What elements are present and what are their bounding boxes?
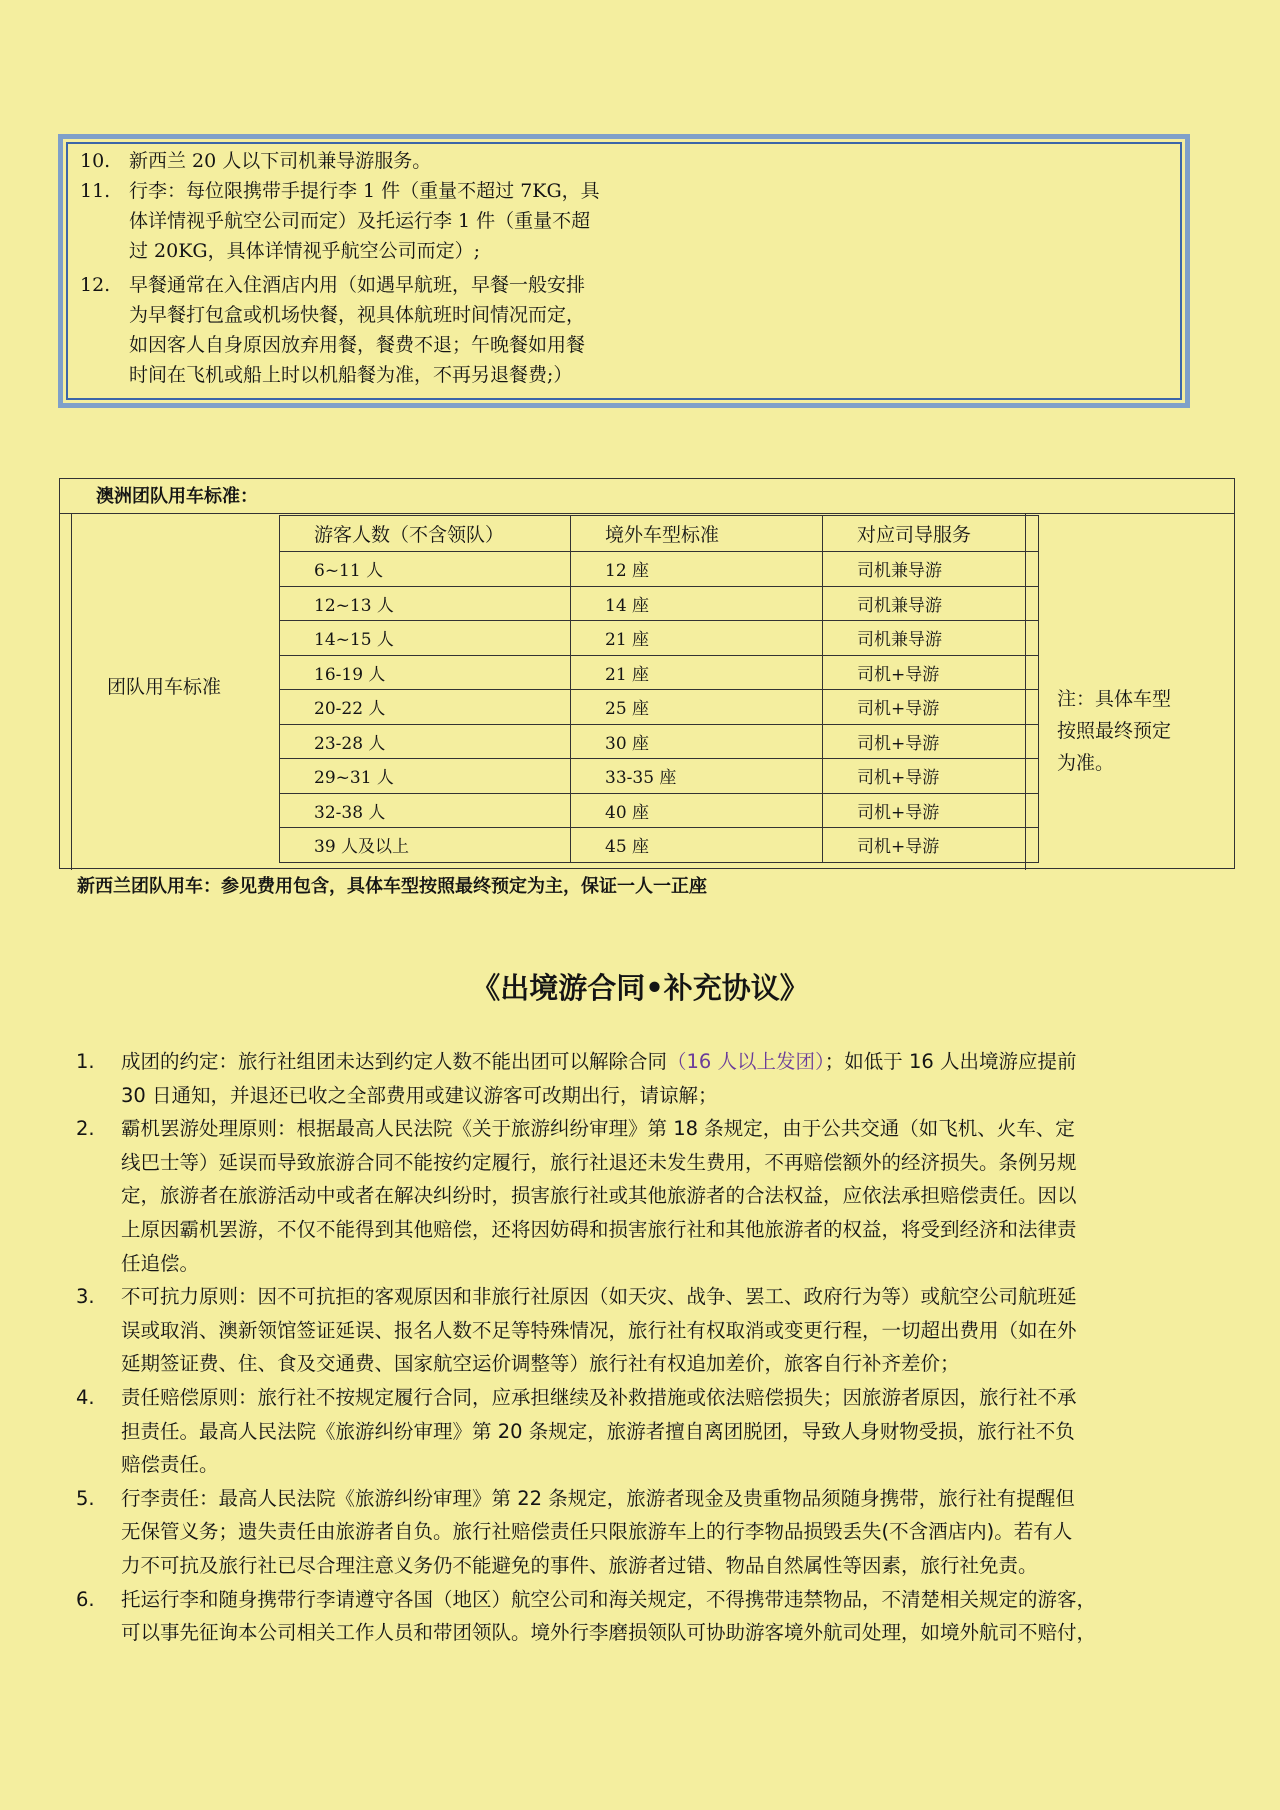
table-cell: 司机兼导游 — [823, 621, 1039, 656]
header-cell: 游客人数（不含领队） — [280, 516, 571, 552]
clause-line: 赔偿责任。 — [121, 1453, 219, 1477]
header-cell: 对应司导服务 — [823, 516, 1039, 552]
vehicle-table-caption: 澳洲团队用车标准： — [96, 486, 258, 507]
note-line: 为准。 — [1057, 752, 1115, 774]
table-row — [280, 690, 1039, 725]
note-line: 行李：每位限携带手提行李 1 件（重量不超过 7KG，具 — [129, 180, 600, 202]
table-row — [280, 621, 1039, 656]
clause-number: 4. — [76, 1385, 95, 1409]
clause-line: 30 日通知，并退还已收之全部费用或建议游客可改期出行，请谅解； — [121, 1083, 718, 1107]
vehicle-note — [1057, 683, 1207, 779]
table-cell: 司机+导游 — [823, 793, 1039, 828]
table-cell: 12~13 人 — [280, 586, 571, 621]
table-cell: 33-35 座 — [571, 759, 823, 794]
clause-number: 1. — [76, 1050, 95, 1073]
clause-5 — [76, 1482, 1236, 1583]
table-cell: 30 座 — [571, 724, 823, 759]
clause-4 — [76, 1381, 1236, 1482]
table-cell: 29~31 人 — [280, 759, 571, 794]
contract-clauses — [76, 1045, 1236, 1650]
table-cell: 司机兼导游 — [823, 552, 1039, 587]
note-line: 早餐通常在入住酒店内用（如遇早航班，早餐一般安排 — [129, 274, 586, 296]
table-cell: 25 座 — [571, 690, 823, 725]
clause-line: 上原因霸机罢游，不仅不能得到其他赔偿，还将因妨碍和损害旅行社和其他旅游者的权益，将受到经济和法律责 — [121, 1217, 1077, 1241]
table-cell: 21 座 — [571, 655, 823, 690]
table-cell: 司机+导游 — [823, 759, 1039, 794]
table-row — [280, 724, 1039, 759]
note-11 — [80, 176, 680, 266]
clause-line: 行李责任：最高人民法院《旅游纠纷审理》第 22 条规定，旅游者现金及贵重物品须随身携带，旅行社有提醒但 — [121, 1486, 1075, 1510]
table-cell: 21 座 — [571, 621, 823, 656]
clause-line: 线巴士等）延误而导致旅游合同不能按约定履行，旅行社退还未发生费用，不再赔偿额外的经济损失。条例另规 — [121, 1150, 1077, 1174]
note-line: 为早餐打包盒或机场快餐，视具体航班时间情况而定， — [129, 304, 586, 326]
table-cell: 20-22 人 — [280, 690, 571, 725]
table-cell: 司机兼导游 — [823, 586, 1039, 621]
table-cell: 14~15 人 — [280, 621, 571, 656]
clause-line: 责任赔偿原则：旅行社不按规定履行合同，应承担继续及补救措施或依法赔偿损失；因旅游者原因，旅行社不承 — [121, 1385, 1077, 1409]
table-row — [280, 828, 1039, 863]
table-cell: 32-38 人 — [280, 793, 571, 828]
table-cell: 司机+导游 — [823, 655, 1039, 690]
clause-number: 5. — [76, 1486, 95, 1510]
table-cell: 12 座 — [571, 552, 823, 587]
note-line: 体详情视乎航空公司而定）及托运行李 1 件（重量不超 — [129, 210, 591, 232]
clause-2 — [76, 1112, 1236, 1280]
clause-number: 6. — [76, 1587, 95, 1611]
clause-line: 霸机罢游处理原则：根据最高人民法院《关于旅游纠纷审理》第 18 条规定，由于公共交通（如飞机、火车、定 — [121, 1117, 1075, 1141]
note-line: 注：具体车型 — [1057, 688, 1172, 710]
table-cell: 14 座 — [571, 586, 823, 621]
clause-number: 2. — [76, 1117, 95, 1141]
group-label: 团队用车标准 — [107, 676, 222, 698]
header-cell: 境外车型标准 — [571, 516, 823, 552]
table-row — [280, 552, 1039, 587]
table-cell: 司机+导游 — [823, 828, 1039, 863]
clause-line: 托运行李和随身携带行李请遵守各国（地区）航空公司和海关规定，不得携带违禁物品，不清楚相关规定的游客， — [121, 1587, 1097, 1611]
vehicle-table — [59, 478, 1235, 869]
clause-number: 3. — [76, 1285, 95, 1309]
clause-line: 误或取消、澳新领馆签证延误、报名人数不足等特殊情况，旅行社有权取消或变更行程，一切超出费用（如在外 — [121, 1318, 1077, 1342]
clause-3 — [76, 1280, 1236, 1381]
note-line: 新西兰 20 人以下司机兼导游服务。 — [129, 150, 432, 172]
table-cell: 40 座 — [571, 793, 823, 828]
clause-line: 延期签证费、住、食及交通费、国家航空运价调整等）旅行社有权追加差价，旅客自行补齐差价； — [121, 1352, 960, 1376]
clause-line: 可以事先征询本公司相关工作人员和带团领队。境外行李磨损领队可协助游客境外航司处理，如境外航司不赔付， — [121, 1621, 1097, 1645]
clause-line: 担责任。最高人民法院《旅游纠纷审理》第 20 条规定，旅游者擅自离团脱团，导致人身财物受损，旅行社不负 — [121, 1419, 1075, 1443]
clause-1 — [76, 1045, 1236, 1112]
table-row — [280, 655, 1039, 690]
clause-line: 无保管义务；遗失责任由旅游者自负。旅行社赔偿责任只限旅游车上的行李物品损毁丢失(不含酒店内)。若有人 — [121, 1520, 1073, 1544]
notes-box-inner — [66, 142, 1182, 400]
table-row — [280, 586, 1039, 621]
table-cell: 39 人及以上 — [280, 828, 571, 863]
clause-6 — [76, 1583, 1236, 1650]
note-number: 12. — [80, 274, 111, 296]
clause-line: 任追偿。 — [121, 1251, 200, 1275]
table-row — [280, 793, 1039, 828]
table-cell: 45 座 — [571, 828, 823, 863]
note-12 — [80, 270, 680, 390]
note-number: 11. — [80, 180, 111, 202]
note-10 — [80, 146, 680, 176]
table-cell: 司机+导游 — [823, 724, 1039, 759]
clause-line: 不可抗力原则：因不可抗拒的客观原因和非旅行社原因（如天灾、战争、罢工、政府行为等）或航空公司航班延 — [121, 1285, 1077, 1309]
note-line: 时间在飞机或船上时以机船餐为准，不再另退餐费;） — [129, 364, 573, 386]
clause-text: 成团的约定：旅行社组团未达到约定人数不能出团可以解除合同 — [121, 1050, 668, 1073]
clause-highlight: （16 人以上发团） — [667, 1050, 825, 1073]
table-cell: 23-28 人 — [280, 724, 571, 759]
notes-box — [58, 134, 1190, 408]
note-line: 按照最终预定 — [1057, 720, 1172, 742]
clause-line: 力不可抗及旅行社已尽合理注意义务仍不能避免的事件、旅游者过错、物品自然属性等因素，旅行社免责。 — [121, 1553, 1038, 1577]
note-line: 过 20KG，具体详情视乎航空公司而定）; — [129, 240, 480, 262]
contract-title: 《出境游合同•补充协议》 — [471, 971, 809, 1005]
table-cell: 16-19 人 — [280, 655, 571, 690]
nz-vehicle-note: 新西兰团队用车：参见费用包含，具体车型按照最终预定为主，保证一人一正座 — [77, 876, 707, 897]
clause-line: 定，旅游者在旅游活动中或者在解决纠纷时，损害旅行社或其他旅游者的合法权益，应依法承担赔偿责任。因以 — [121, 1184, 1077, 1208]
note-line: 如因客人自身原因放弃用餐，餐费不退；午晚餐如用餐 — [129, 334, 586, 356]
table-cell: 6~11 人 — [280, 552, 571, 587]
table-row — [280, 759, 1039, 794]
table-cell: 司机+导游 — [823, 690, 1039, 725]
note-number: 10. — [80, 150, 111, 172]
vehicle-grid — [279, 515, 1039, 863]
table-header-row — [280, 516, 1039, 552]
clause-text: ；如低于 16 人出境游应提前 — [824, 1050, 1077, 1073]
